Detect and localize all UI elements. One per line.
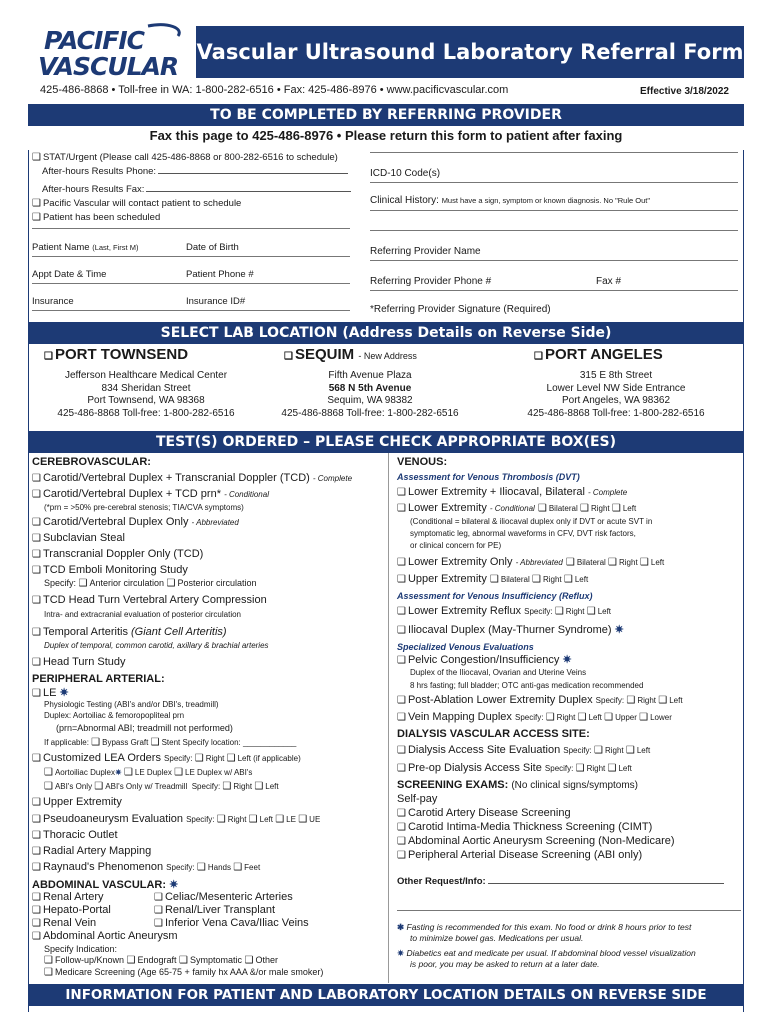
dialysis-eval-checkbox[interactable]: ❑ Dialysis Access Site Evaluation Specify: ❑ Right ❑ Left — [397, 744, 650, 756]
temporal-note: Duplex of temporal, common carotid, axillary & brachial arteries — [44, 641, 269, 650]
form-title: Vascular Ultrasound Laboratory Referral Form — [196, 26, 744, 78]
abdominal-heading: ABDOMINAL VASCULAR: ✷ — [32, 879, 179, 891]
other-request-field[interactable]: Other Request/Info: — [397, 876, 724, 887]
ivc-checkbox[interactable]: ❑ Inferior Vena Cava/Iliac Veins — [154, 917, 309, 929]
dvt-subheading: Assessment for Venous Thrombosis (DVT) — [397, 472, 580, 482]
conditional-note-2: symptomatic leg, abnormal waveforms in CFV, DVT risk factors, — [410, 529, 636, 538]
vein-mapping-checkbox[interactable]: ❑ Vein Mapping Duplex Specify: ❑ Right ❑ Left ❑ Upper ❑ Lower — [397, 711, 672, 723]
posterior-checkbox[interactable]: ❑ Posterior circulation — [167, 578, 257, 588]
band-referring-provider: TO BE COMPLETED BY REFERRING PROVIDER — [28, 104, 744, 126]
effective-date: Effective 3/18/2022 — [640, 86, 729, 97]
cerebro-conditional-checkbox[interactable]: ❑ Carotid/Vertebral Duplex + TCD prn* - Conditional — [32, 488, 269, 500]
head-turn-study-checkbox[interactable]: ❑ Head Turn Study — [32, 656, 126, 668]
location-port-angeles-checkbox[interactable]: ❑ PORT ANGELES — [534, 346, 663, 363]
tcd-head-turn-checkbox[interactable]: ❑ TCD Head Turn Vertebral Artery Compression — [32, 594, 267, 606]
reflux-subheading: Assessment for Venous Insufficiency (Reflux) — [397, 591, 593, 601]
thoracic-outlet-checkbox[interactable]: ❑ Thoracic Outlet — [32, 829, 118, 841]
venous-heading: VENOUS: — [397, 456, 448, 468]
subclavian-checkbox[interactable]: ❑ Subclavian Steal — [32, 532, 125, 544]
celiac-checkbox[interactable]: ❑ Celiac/Mesenteric Arteries — [154, 891, 293, 903]
fasting-star-icon: ✱ — [397, 922, 405, 932]
radial-mapping-checkbox[interactable]: ❑ Radial Artery Mapping — [32, 845, 151, 857]
screening-heading: SCREENING EXAMS: (No clinical signs/symptoms) — [397, 779, 639, 791]
bypass-checkbox[interactable]: ❑ Bypass Graft — [91, 738, 148, 747]
band-footer: INFORMATION FOR PATIENT AND LABORATORY LOCATION DETAILS ON REVERSE SIDE — [28, 984, 744, 1006]
tcd-emboli-checkbox[interactable]: ❑ TCD Emboli Monitoring Study — [32, 564, 188, 576]
insurance-field[interactable]: Insurance — [32, 296, 74, 307]
aaa-screening-checkbox[interactable]: ❑ Abdominal Aortic Aneurysm Screening (Non-Medicare) — [397, 835, 675, 847]
diabetic-star-icon: ✷ — [59, 687, 69, 699]
will-contact-checkbox[interactable]: ❑ Pacific Vascular will contact patient to schedule — [32, 198, 241, 209]
conditional-note-1: (Conditional = bilateral & iliocaval duplex only if DVT or acute SVT in — [410, 517, 653, 526]
conditional-note-3: or clinical concern for PE) — [410, 541, 502, 550]
carotid-screening-checkbox[interactable]: ❑ Carotid Artery Disease Screening — [397, 807, 571, 819]
upper-extremity-arterial-checkbox[interactable]: ❑ Upper Extremity — [32, 796, 122, 808]
temporal-arteritis-checkbox[interactable]: ❑ Temporal Arteritis (Giant Cell Arteritis) — [32, 626, 227, 638]
patient-name-field[interactable]: Patient Name (Last, First M) — [32, 242, 139, 253]
pad-screening-checkbox[interactable]: ❑ Peripheral Arterial Disease Screening (ABI only) — [397, 849, 642, 861]
iliocaval-may-thurner-checkbox[interactable]: ❑ Iliocaval Duplex (May-Thurner Syndrome) ✷ — [397, 623, 624, 636]
lea-options-row1[interactable]: ❑ Aortoiliac Duplex✷ ❑ LE Duplex ❑ LE Duplex w/ ABI's — [44, 767, 252, 778]
le-conditional-checkbox[interactable]: ❑ Lower Extremity - Conditional ❑ Bilateral ❑ Right ❑ Left — [397, 502, 636, 514]
cerebro-complete-checkbox[interactable]: ❑ Carotid/Vertebral Duplex + Transcranial Doppler (TCD) - Complete — [32, 472, 352, 484]
dialysis-heading: DIALYSIS VASCULAR ACCESS SITE: — [397, 728, 590, 740]
after-hours-phone-field[interactable]: After-hours Results Phone: — [42, 166, 348, 177]
port-angeles-address: 315 E 8th Street Lower Level NW Side Entrance Port Angeles, WA 98362 425-486-8868 Toll-free: 1-800-282-6516 — [527, 370, 705, 419]
dialysis-preop-checkbox[interactable]: ❑ Pre-op Dialysis Access Site Specify: ❑ Right ❑ Left — [397, 762, 632, 774]
dob-field[interactable]: Date of Birth — [186, 242, 239, 253]
renal-vein-checkbox[interactable]: ❑ Renal Vein — [32, 917, 96, 929]
transplant-checkbox[interactable]: ❑ Renal/Liver Transplant — [154, 904, 275, 916]
location-port-townsend-checkbox[interactable]: ❑ PORT TOWNSEND — [44, 346, 188, 363]
stent-checkbox[interactable]: ❑ Stent — [151, 738, 181, 747]
head-turn-note: Intra- and extracranial evaluation of posterior circulation — [44, 610, 241, 619]
lower-extremity-arterial-checkbox[interactable]: ❑ LE ✷ — [32, 686, 69, 699]
customized-lea-checkbox[interactable]: ❑ Customized LEA Orders Specify: ❑ Right ❑ Left (if applicable) — [32, 752, 301, 764]
cimt-screening-checkbox[interactable]: ❑ Carotid Intima-Media Thickness Screening (CIMT) — [397, 821, 652, 833]
emboli-specify: Specify: ❑ Anterior circulation ❑ Posterior circulation — [44, 578, 257, 589]
clinical-history-field[interactable]: Clinical History: Must have a sign, symptom or known diagnosis. No "Rule Out" — [370, 195, 651, 206]
location-sequim-checkbox[interactable]: ❑ SEQUIM - New Address — [284, 346, 417, 363]
insurance-id-field[interactable]: Insurance ID# — [186, 296, 246, 307]
aaa-checkbox[interactable]: ❑ Abdominal Aortic Aneurysm — [32, 930, 177, 942]
referring-fax-field[interactable]: Fax # — [596, 276, 622, 287]
referring-provider-phone-field[interactable]: Referring Provider Phone # — [370, 276, 492, 287]
raynaud-checkbox[interactable]: ❑ Raynaud's Phenomenon Specify: ❑ Hands ❑ Feet — [32, 861, 260, 873]
le-abbreviated-checkbox[interactable]: ❑ Lower Extremity Only - Abbreviated ❑ Bilateral ❑ Right ❑ Left — [397, 556, 664, 568]
renal-artery-checkbox[interactable]: ❑ Renal Artery — [32, 891, 104, 903]
pelvic-note-2: 8 hrs fasting; full bladder; OTC anti-gas medication recommended — [410, 681, 644, 690]
indication-label: Specify Indication: — [44, 944, 118, 954]
hepato-portal-checkbox[interactable]: ❑ Hepato-Portal — [32, 904, 111, 916]
signature-field[interactable]: *Referring Provider Signature (Required) — [370, 304, 551, 315]
contact-line: 425-486-8868 • Toll-free in WA: 1-800-282-6516 • Fax: 425-486-8976 • www.pacificvascular.com — [40, 84, 509, 96]
pelvic-congestion-checkbox[interactable]: ❑ Pelvic Congestion/Insufficiency ✷ — [397, 653, 572, 666]
fax-instruction: Fax this page to 425-486-8976 • Please return this form to patient after faxing — [149, 128, 623, 143]
le-if-applicable: If applicable: ❑ Bypass Graft ❑ Stent Specify location: ____________ — [44, 737, 296, 748]
indication-options[interactable]: ❑ Follow-up/Known ❑ Endograft ❑ Symptomatic ❑ Other — [44, 955, 278, 966]
cerebrovascular-heading: CEREBROVASCULAR: — [32, 456, 151, 468]
prn-note: (*prn = >50% pre-cerebral stenosis; TIA/CVA symptoms) — [44, 503, 244, 512]
anterior-checkbox[interactable]: ❑ Anterior circulation — [79, 578, 165, 588]
diabetic-note: ✷ Diabetics eat and medicate per usual. If abdominal blood vessel visualization is poor, you may be asked to return at a later date. — [397, 948, 696, 969]
peripheral-heading: PERIPHERAL ARTERIAL: — [32, 673, 165, 685]
pseudoaneurysm-checkbox[interactable]: ❑ Pseudoaneurysm Evaluation Specify: ❑ Right ❑ Left ❑ LE ❑ UE — [32, 813, 320, 825]
pacific-vascular-logo — [38, 22, 186, 86]
ue-venous-checkbox[interactable]: ❑ Upper Extremity ❑ Bilateral ❑ Right ❑ Left — [397, 573, 588, 585]
medicare-screening-checkbox[interactable]: ❑ Medicare Screening (Age 65-75 + family hx AAA &/or male smoker) — [44, 967, 323, 978]
self-pay-label: Self-pay — [397, 793, 438, 805]
diabetic-note-star-icon: ✷ — [397, 948, 405, 958]
logo-line2: VASCULAR — [38, 52, 179, 81]
scheduled-checkbox[interactable]: ❑ Patient has been scheduled — [32, 212, 160, 223]
sequim-address: Fifth Avenue Plaza 568 N 5th Avenue Sequim, WA 98382 425-486-8868 Toll-free: 1-800-282-6516 — [281, 370, 459, 419]
le-note-duplex: Duplex: Aortoiliac & femoropopliteal prn — [44, 711, 185, 720]
appt-field[interactable]: Appt Date & Time — [32, 269, 107, 280]
lea-options-row2[interactable]: ❑ ABI's Only ❑ ABI's Only w/ Treadmill Specify: ❑ Right ❑ Left — [44, 781, 279, 792]
icd-field[interactable]: ICD-10 Code(s) — [370, 168, 441, 179]
band-tests-ordered: TEST(S) ORDERED – PLEASE CHECK APPROPRIATE BOX(ES) — [28, 431, 744, 453]
logo-line1: PACIFIC — [44, 26, 144, 55]
fasting-note: ✱ Fasting is recommended for this exam. No food or drink 8 hours prior to test to minimize bowel gas. Medications per usual. — [397, 922, 692, 943]
band-lab-location: SELECT LAB LOCATION (Address Details on Reverse Side) — [28, 322, 744, 344]
after-hours-fax-field[interactable]: After-hours Results Fax: — [42, 184, 351, 195]
pelvic-note-1: Duplex of the Iliocaval, Ovarian and Uterine Veins — [410, 668, 587, 677]
stat-checkbox[interactable]: ❑ STAT/Urgent (Please call 425-486-8868 or 800-282-6516 to schedule) — [32, 152, 338, 163]
port-townsend-address: Jefferson Healthcare Medical Center 834 Sheridan Street Port Townsend, WA 98368 425-486-8868 Toll-free: 1-800-282-6516 — [57, 370, 235, 419]
le-note-prn: (prn=Abnormal ABI; treadmill not performed) — [56, 723, 233, 733]
tcd-only-checkbox[interactable]: ❑ Transcranial Doppler Only (TCD) — [32, 548, 203, 560]
cerebro-abbreviated-checkbox[interactable]: ❑ Carotid/Vertebral Duplex Only - Abbreviated — [32, 516, 239, 528]
column-divider — [388, 453, 389, 983]
patient-phone-field[interactable]: Patient Phone # — [186, 269, 254, 280]
le-reflux-checkbox[interactable]: ❑ Lower Extremity Reflux Specify: ❑ Right ❑ Left — [397, 605, 611, 617]
le-note-physiologic: Physiologic Testing (ABI's and/or DBI's, treadmill) — [44, 700, 219, 709]
le-iliocaval-checkbox[interactable]: ❑ Lower Extremity + Iliocaval, Bilateral - Complete — [397, 486, 627, 498]
specialized-subheading: Specialized Venous Evaluations — [397, 642, 534, 652]
referring-provider-name-field[interactable]: Referring Provider Name — [370, 246, 481, 257]
post-ablation-checkbox[interactable]: ❑ Post-Ablation Lower Extremity Duplex Specify: ❑ Right ❑ Left — [397, 694, 683, 706]
